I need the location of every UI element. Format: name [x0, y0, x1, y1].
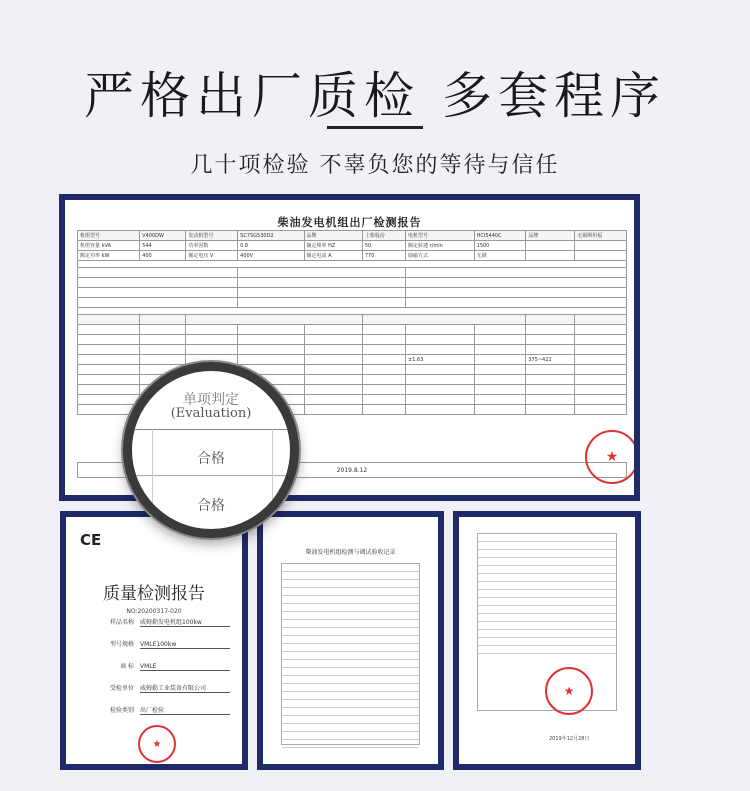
magnifier-divider-2 [132, 475, 290, 476]
cert-sample: 样品名称 威姆勒发电机组100kw [94, 617, 239, 627]
cert-type: 型号规格 VMLE100kw [94, 639, 239, 649]
cert-entity: 受检单位 威姆勒工业装备有限公司 [94, 683, 239, 693]
inspection-record [263, 517, 438, 764]
cert-number: NO:20200317-020 [126, 608, 182, 615]
quality-cert [66, 517, 242, 764]
hero-title: 严格出厂质检 多套程序 [84, 67, 666, 125]
cert-red-stamp: ★ [138, 725, 176, 763]
hero-subtitle: 几十项检验 不辜负您的等待与信任 [190, 153, 560, 178]
cert-trademark: 商 标 VMLE [94, 661, 239, 671]
table-row: 机组容量 kVA 544 功率因数 0.8 额定频率 HZ 50 额定转速 r/min 1500 [78, 241, 627, 251]
magnifier-result-2: 合格 [197, 498, 225, 514]
inspection-record-frame [257, 511, 444, 770]
voltage-range: 375~422 [526, 355, 575, 365]
magnifier-header-en: (Evaluation) [170, 406, 252, 421]
magnifier-header: 单项判定 [183, 392, 239, 408]
magnifier-lens [123, 362, 299, 538]
magnifier-divider [132, 429, 290, 430]
report-date: 2019.8.12 [336, 466, 368, 474]
magnifier-grid-line [272, 429, 273, 529]
cert-test-type: 检验类别 出厂检验 [94, 705, 239, 715]
acceptance-record [459, 517, 635, 764]
record-title: 柴油发电机组检测与调试验收记录 [305, 549, 396, 556]
hero-divider [327, 126, 423, 129]
red-stamp: ★ [585, 430, 634, 484]
quality-cert-frame [60, 511, 248, 770]
report-title: 柴油发电机组出厂检测报告 [277, 216, 422, 229]
freq-value: ±1.63 [406, 355, 475, 365]
table-row: 机组型号 V400DW 发动机型号 SC7SG530D2 品牌 上柴股份 电机型号 HCI5440C 品牌 无锡斯坦福 [78, 231, 627, 241]
magnifier-result-1: 合格 [197, 451, 225, 467]
cert-title: 质量检测报告 [103, 584, 205, 604]
ce-mark: CE [80, 531, 102, 549]
table-row: 额定功率 kW 400 额定电压 V 400V 额定电流 A 770 励磁方式 无刷 [78, 251, 627, 261]
magnifier-grid-line [152, 429, 153, 529]
acceptance-record-frame [453, 511, 641, 770]
acceptance-red-stamp: ★ [545, 667, 593, 715]
acceptance-date: 2019年12月28日 [549, 736, 590, 742]
record-table [281, 563, 420, 745]
